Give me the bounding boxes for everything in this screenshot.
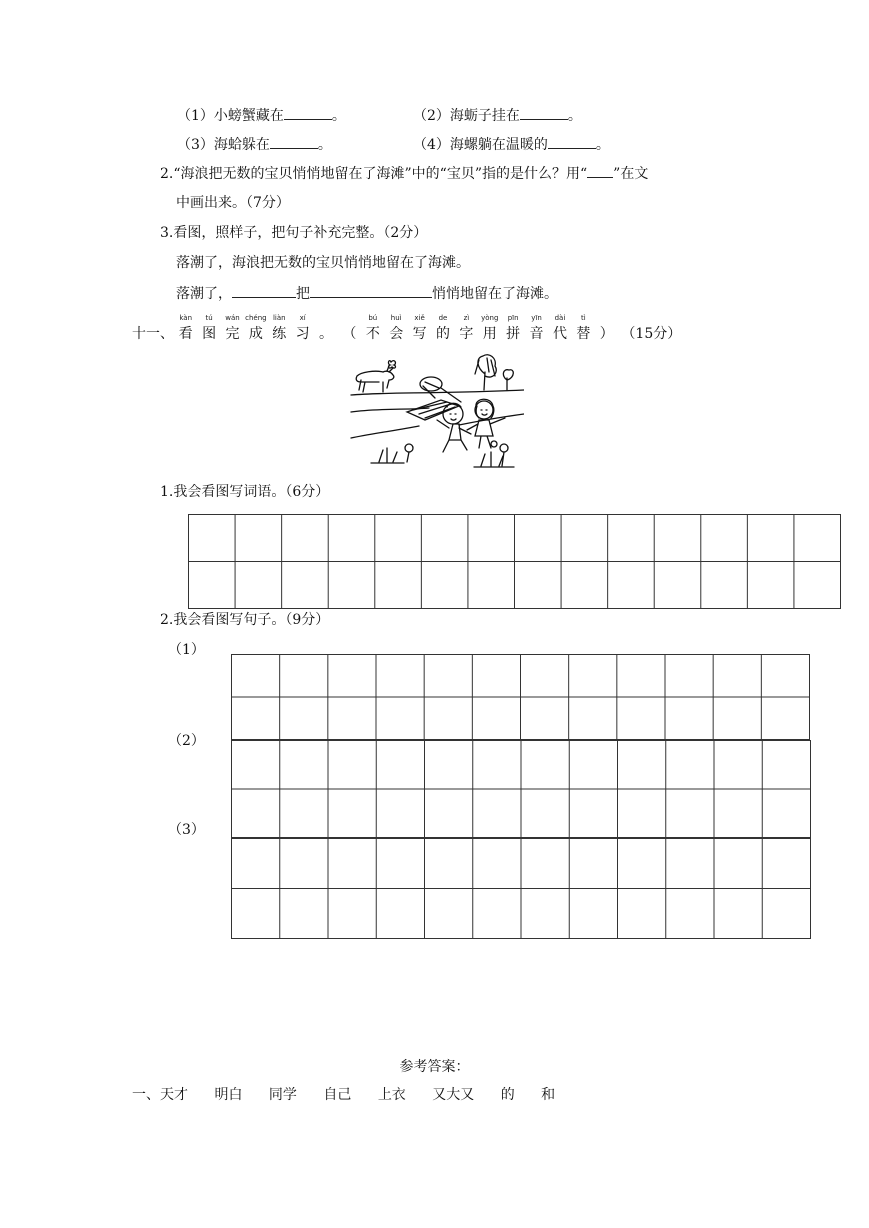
item-1-end: 。 [331, 108, 346, 124]
answer-blank[interactable] [232, 285, 296, 298]
item-2 [413, 107, 582, 125]
pinyin-annotation: bú [368, 314, 378, 322]
question-2-text: 2.“海浪把无数的宝贝悄悄地留在了海滩”中的“宝贝”指的是什么？用“ [160, 166, 588, 182]
title-char: ） [599, 326, 614, 342]
pinyin-char [525, 314, 548, 343]
answer-blank[interactable] [520, 107, 568, 120]
pinyin-char [361, 314, 384, 343]
pinyin-annotation: pīn [507, 314, 519, 322]
pinyin-char [431, 314, 454, 343]
pinyin-char [595, 325, 618, 343]
pinyin-char [244, 314, 267, 343]
sentence-label-1: （1） [168, 642, 205, 658]
item-4 [413, 136, 610, 154]
fill-suffix: 悄悄地留在了海滩。 [432, 286, 558, 302]
answer-blank[interactable] [284, 107, 332, 120]
answers-line-1 [132, 1086, 555, 1104]
pinyin-char [291, 314, 314, 343]
question-3-title: 3.看图，照样子，把句子补充完整。（2分） [160, 225, 428, 241]
answer-word: 明白 [214, 1087, 243, 1103]
question-3-fill [176, 285, 558, 303]
sentence-grid-1[interactable] [231, 654, 810, 740]
item-1-label: （1）小螃蟹藏在 [177, 108, 284, 124]
item-1 [177, 107, 346, 125]
fill-prefix: 落潮了， [176, 286, 232, 302]
item-2-label: （2）海蛎子挂在 [413, 108, 520, 124]
pinyin-annotation: wán [225, 314, 240, 322]
pinyin-char [501, 314, 524, 343]
answer-word: 和 [541, 1087, 556, 1103]
children-catching-butterfly-illustration [349, 350, 524, 473]
title-char: 习 [295, 326, 310, 342]
word-writing-grid[interactable] [188, 514, 841, 609]
question-11-2: 2.我会看图写句子。（9分） [160, 612, 330, 628]
item-2-end: 。 [567, 108, 582, 124]
pinyin-annotation: tì [580, 314, 586, 322]
pinyin-annotation: xiě [414, 314, 425, 322]
title-char: （ [342, 326, 357, 342]
title-char: 替 [576, 326, 591, 342]
pinyin-char [314, 325, 337, 343]
answer-word: 又大又 [432, 1087, 475, 1103]
answer-blank[interactable] [310, 285, 432, 298]
title-char: 看 [178, 326, 193, 342]
answer-word: 同学 [268, 1087, 297, 1103]
title-char: 不 [365, 326, 380, 342]
question-11-1: 1.我会看图写词语。（6分） [160, 484, 330, 500]
pinyin-char [338, 325, 361, 343]
pinyin-char [385, 314, 408, 343]
title-char: 图 [202, 326, 217, 342]
pinyin-annotation: tú [205, 314, 213, 322]
title-char: 写 [412, 326, 427, 342]
pinyin-annotation: zì [463, 314, 470, 322]
answer-blank[interactable] [548, 136, 596, 149]
answers-title: 参考答案： [399, 1059, 470, 1075]
pinyin-char [221, 314, 244, 343]
pinyin-annotation: dài [554, 314, 566, 322]
title-char: 字 [459, 326, 474, 342]
answer-blank[interactable] [270, 136, 318, 149]
item-3-end: 。 [317, 137, 332, 153]
pinyin-char [174, 314, 197, 343]
title-char: 完 [225, 326, 240, 342]
pinyin-title [174, 314, 618, 343]
fill-middle: 把 [296, 286, 310, 302]
pinyin-char [478, 314, 501, 343]
pinyin-annotation: yòng [481, 314, 499, 322]
sentence-label-3: （3） [168, 822, 205, 838]
section-11-heading [132, 314, 682, 343]
pinyin-char [455, 314, 478, 343]
question-2-line1 [160, 165, 648, 183]
title-char: 练 [272, 326, 287, 342]
pinyin-annotation: liàn [272, 314, 286, 322]
sentence-grid-3[interactable] [231, 838, 811, 939]
pinyin-char [572, 314, 595, 343]
title-char: 用 [482, 326, 497, 342]
title-char: 拼 [506, 326, 521, 342]
underline-sample [587, 165, 613, 178]
item-3 [177, 136, 332, 154]
title-char: 会 [389, 326, 404, 342]
picture-illustration [349, 350, 524, 473]
title-char: 的 [435, 326, 450, 342]
item-4-label: （4）海螺躺在温暖的 [413, 137, 548, 153]
question-2-text-end: ”在文 [613, 166, 649, 182]
question-2-line2: 中画出来。（7分） [176, 195, 290, 211]
item-3-label: （3）海蛤躲在 [177, 137, 270, 153]
sentence-grid-2[interactable] [231, 740, 811, 838]
pinyin-char [268, 314, 291, 343]
pinyin-annotation: huì [390, 314, 402, 322]
answer-word: 自己 [323, 1087, 352, 1103]
answer-word: 上衣 [377, 1087, 406, 1103]
question-3-example: 落潮了，海浪把无数的宝贝悄悄地留在了海滩。 [176, 255, 470, 271]
pinyin-annotation: xí [299, 314, 306, 322]
pinyin-annotation: yīn [531, 314, 542, 322]
pinyin-annotation: kàn [179, 314, 193, 322]
section-score: （15分） [621, 326, 682, 342]
pinyin-char [548, 314, 571, 343]
item-4-end: 。 [595, 137, 610, 153]
answer-word: 一、天才 [132, 1087, 188, 1103]
title-char: 。 [319, 326, 334, 342]
pinyin-char [197, 314, 220, 343]
pinyin-char [408, 314, 431, 343]
section-number: 十一、 [132, 326, 174, 342]
title-char: 音 [529, 326, 544, 342]
pinyin-annotation: de [438, 314, 448, 322]
pinyin-annotation: chéng [245, 314, 267, 322]
title-char: 代 [552, 326, 567, 342]
answer-word: 的 [500, 1087, 515, 1103]
title-char: 成 [248, 326, 263, 342]
sentence-label-2: （2） [168, 733, 205, 749]
